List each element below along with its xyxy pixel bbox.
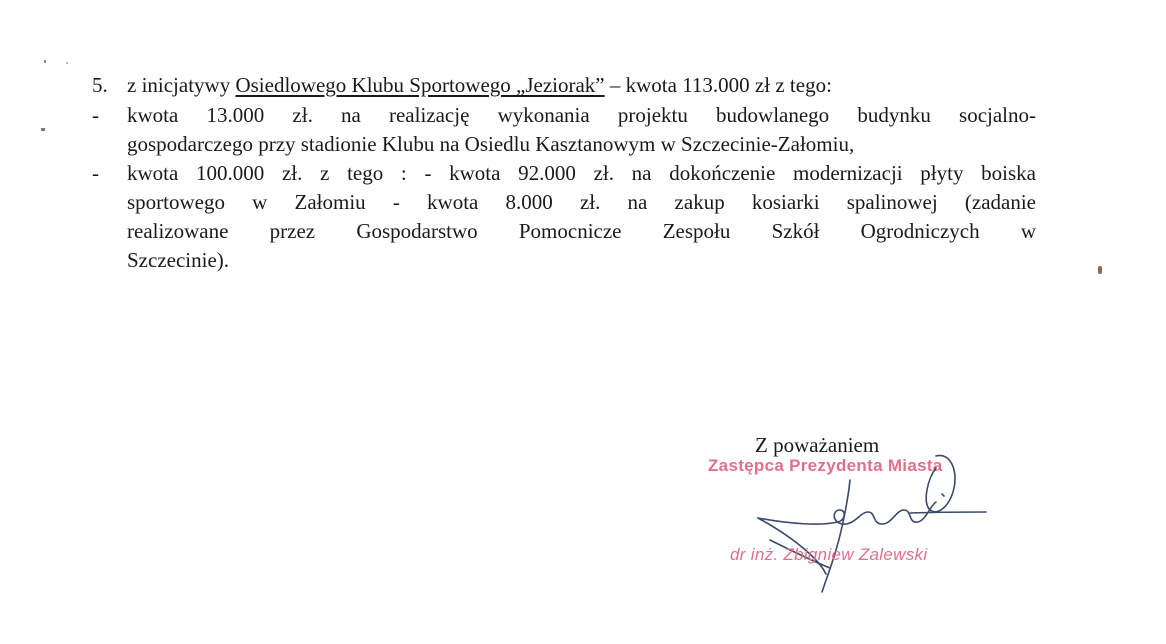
scan-speck <box>44 60 46 63</box>
bullet2-line2: sportowego w Załomiu - kwota 8.000 zł. na zakup kosiarki spalinowej (zadanie <box>127 190 1036 214</box>
bullet2-paragraph <box>127 159 1036 246</box>
closing-salutation: Z poważaniem <box>755 433 880 457</box>
bullet-marker: - <box>92 161 99 185</box>
club-name: Osiedlowego Klubu Sportowego „Jeziorak” <box>235 73 605 97</box>
item5-text-before: z inicjatywy <box>127 73 236 97</box>
bullet2-line4: Szczecinie). <box>127 248 230 272</box>
item5-line <box>127 71 832 100</box>
bullet2-line3: realizowane przez Gospodarstwo Pomocnicze Zespołu Szkół Ogrodniczych w <box>127 219 1036 243</box>
bullet1-paragraph <box>127 101 1036 159</box>
bullet-marker: - <box>92 103 99 127</box>
item5-text-after: – kwota 113.000 zł z tego: <box>604 73 832 97</box>
stamp-title: Zastępca Prezydenta Miasta <box>708 456 943 475</box>
bullet1-line1: kwota 13.000 zł. na realizację wykonania projektu budowlanego budynku socjalno- <box>127 103 1036 127</box>
stamp-name: dr inż. Zbigniew Zalewski <box>730 545 928 564</box>
handwritten-signature <box>750 440 1000 615</box>
bullet1-line2: gospodarczego przy stadionie Klubu na Osiedlu Kasztanowym w Szczecinie-Załomiu, <box>127 132 855 156</box>
bullet2-line1: kwota 100.000 zł. z tego : - kwota 92.000 zł. na dokończenie modernizacji płyty boiska <box>127 161 1036 185</box>
scan-speck <box>41 128 45 131</box>
scan-speck <box>66 62 68 64</box>
list-number: 5. <box>92 73 108 97</box>
scan-speck <box>1098 266 1102 274</box>
